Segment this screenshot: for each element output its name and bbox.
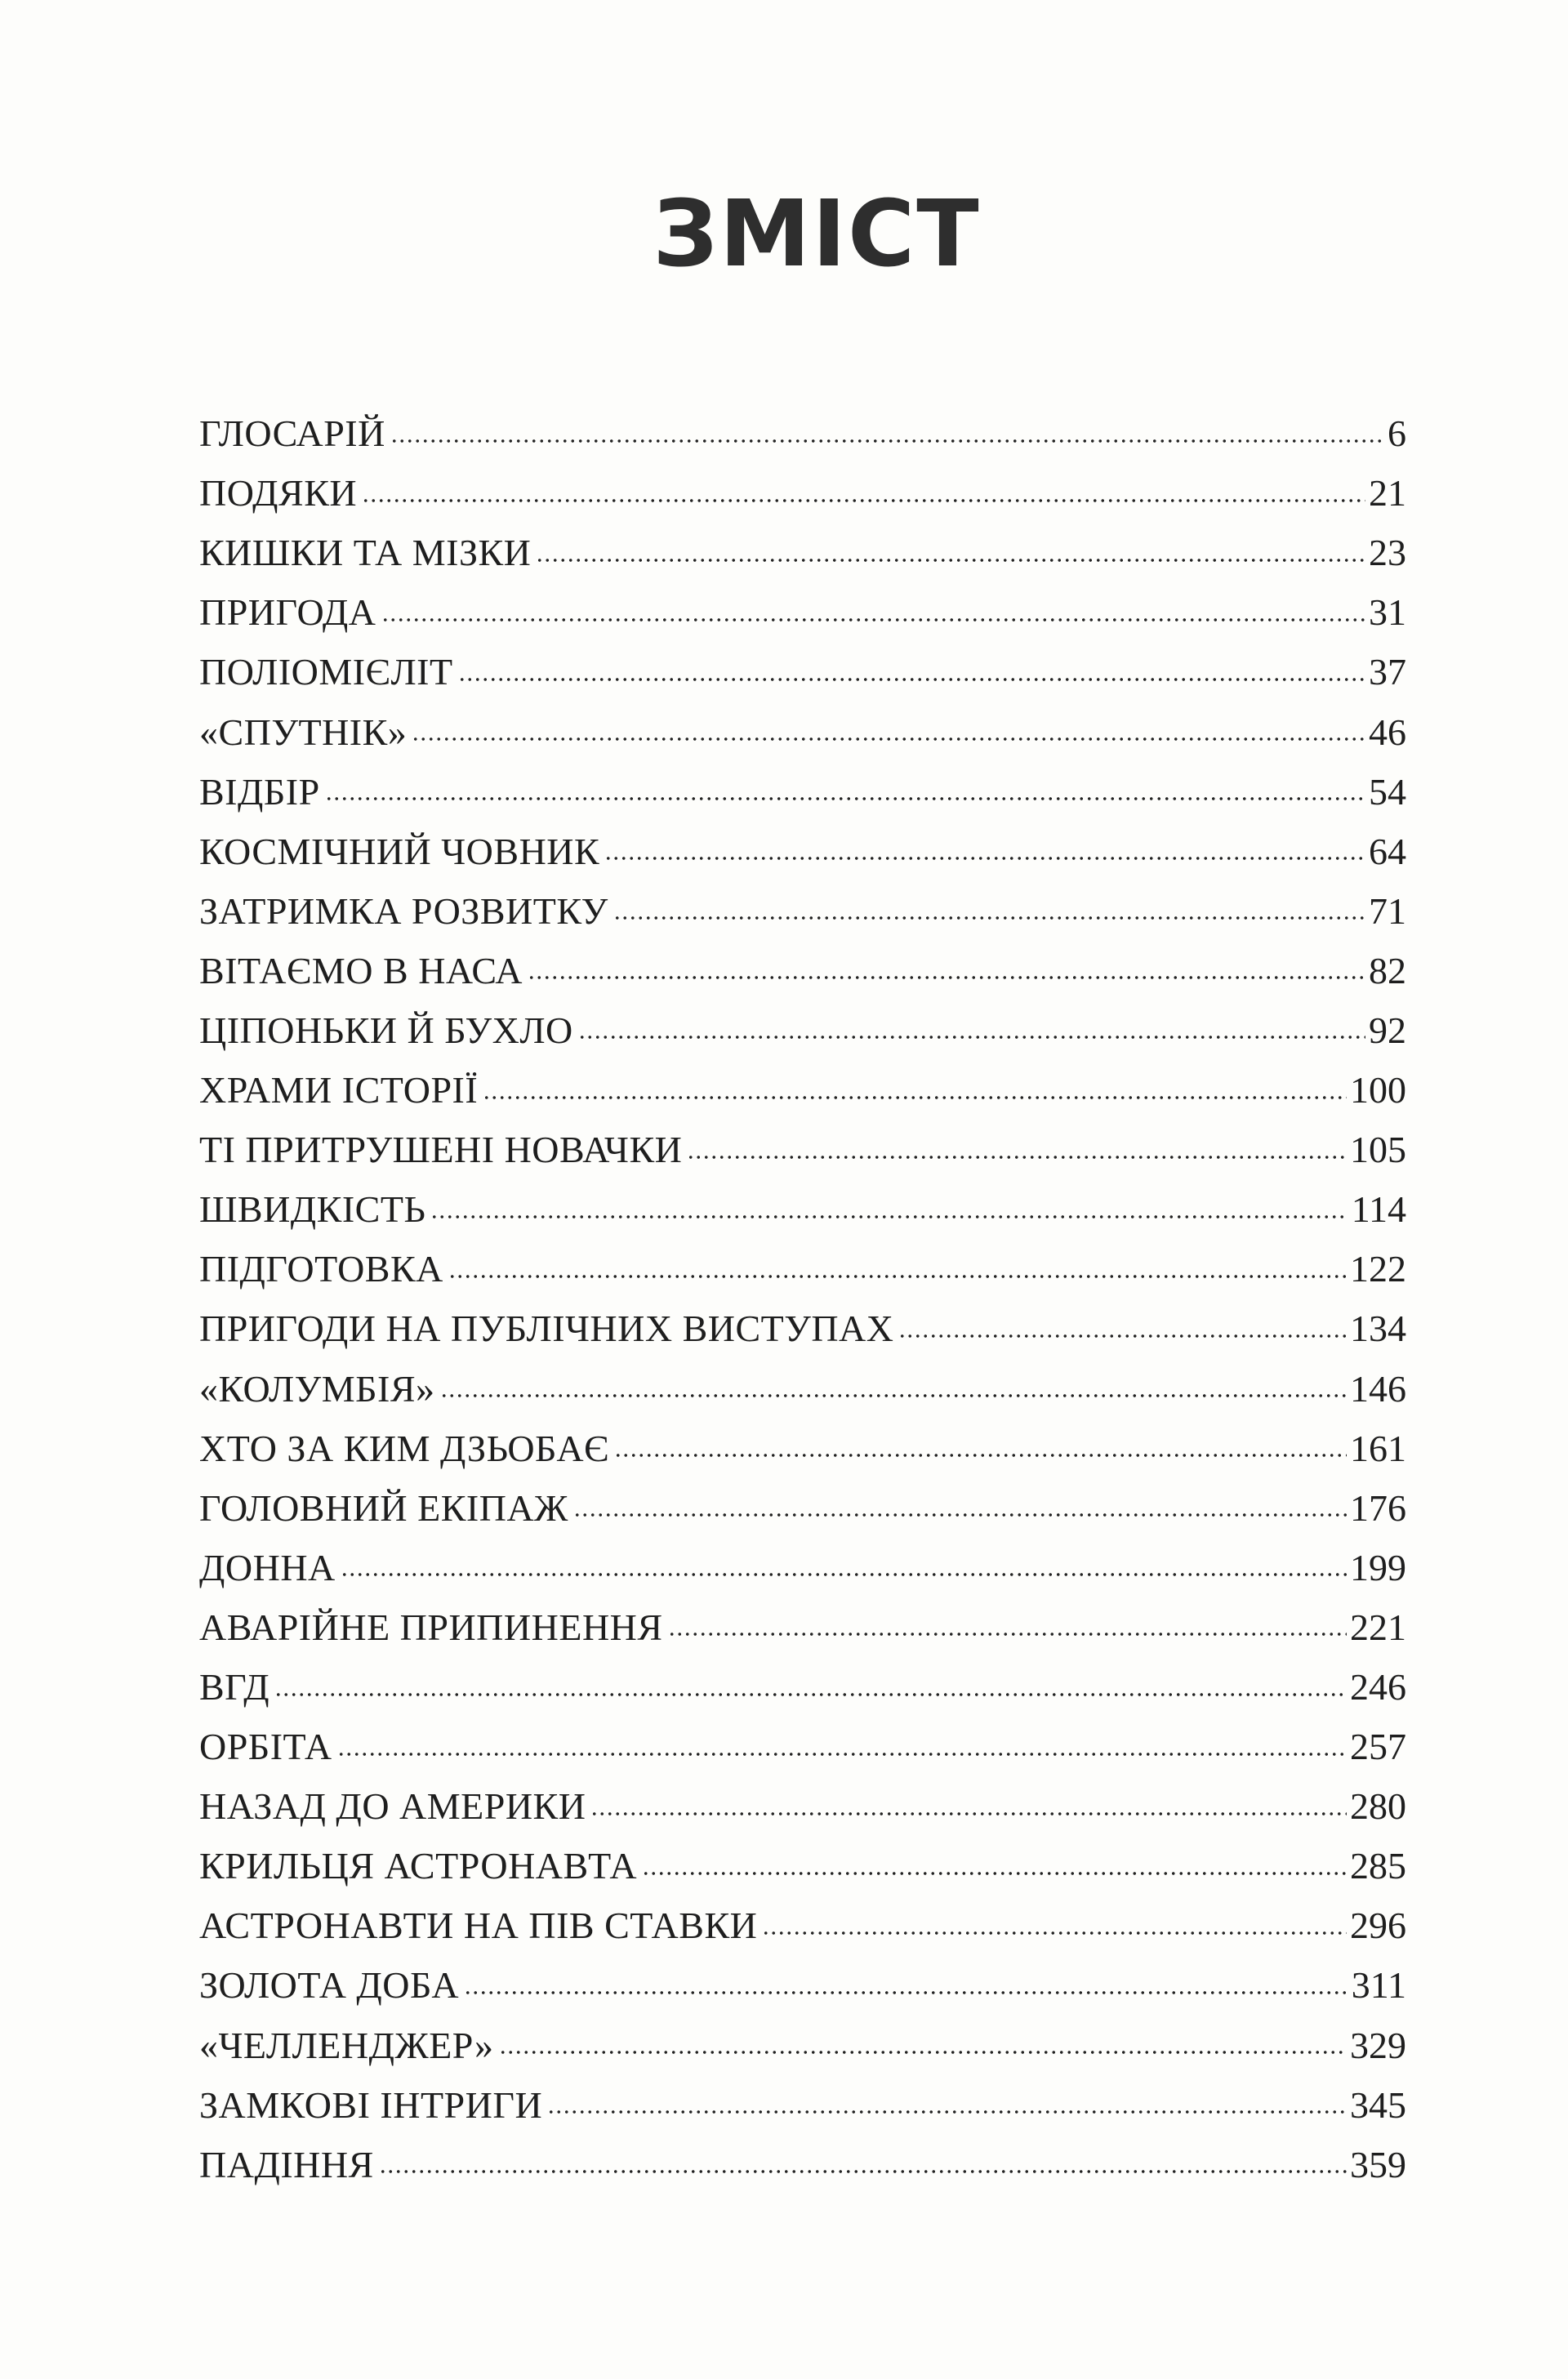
dot-leader <box>499 2050 1347 2055</box>
toc-entry-page: 221 <box>1350 1606 1406 1648</box>
toc-entry <box>199 822 1406 881</box>
dot-leader <box>590 1811 1347 1816</box>
toc-entry <box>199 1299 1406 1358</box>
dot-leader <box>642 1871 1347 1876</box>
toc-entry-title: ВГД <box>199 1666 270 1709</box>
toc-entry-title: ЗОЛОТА ДОБА <box>199 1964 460 2007</box>
dot-leader <box>458 677 1365 682</box>
toc-entry-title: ОРБІТА <box>199 1726 332 1768</box>
toc-entry <box>199 1538 1406 1597</box>
toc-entry-title: ПОДЯКИ <box>199 472 358 515</box>
toc-entry-page: 199 <box>1350 1546 1406 1588</box>
toc-entry-title: «ЧЕЛЛЕНДЖЕР» <box>199 2024 494 2066</box>
toc-entry-title: ПОЛІОМІЄЛІТ <box>199 651 453 693</box>
toc-entry-page: 296 <box>1350 1905 1406 1947</box>
toc-entry <box>199 1597 1406 1657</box>
dot-leader <box>379 2169 1347 2174</box>
toc-entry-page: 46 <box>1369 711 1406 753</box>
toc-entry <box>199 523 1406 582</box>
toc-entry-title: ВІДБІР <box>199 770 320 813</box>
toc-entry <box>199 1955 1406 2015</box>
toc-entry-page: 71 <box>1369 889 1406 932</box>
dot-leader <box>604 856 1365 861</box>
toc-entry-page: 246 <box>1350 1666 1406 1709</box>
toc-entry-title: ПРИГОДА <box>199 591 376 634</box>
dot-leader <box>762 1931 1347 1936</box>
toc-entry <box>199 762 1406 822</box>
toc-entry-title: ПАДІННЯ <box>199 2143 374 2185</box>
toc-entry <box>199 1179 1406 1239</box>
toc-entry-title: ГЛОСАРІЙ <box>199 412 385 455</box>
toc-entry-page: 329 <box>1350 2024 1406 2066</box>
dot-leader <box>430 1214 1348 1219</box>
toc-entry <box>199 1896 1406 1955</box>
toc-entry <box>199 1359 1406 1419</box>
toc-entry-page: 134 <box>1350 1308 1406 1350</box>
toc-entry-page: 122 <box>1350 1248 1406 1290</box>
toc-entry <box>199 463 1406 523</box>
toc-entry-title: ТІ ПРИТРУШЕНІ НОВАЧКИ <box>199 1129 683 1171</box>
toc-entry <box>199 1657 1406 1717</box>
toc-entry-page: 21 <box>1369 472 1406 515</box>
toc-entry-page: 6 <box>1388 412 1406 455</box>
toc-entry <box>199 2075 1406 2135</box>
toc-entry-page: 54 <box>1369 770 1406 813</box>
toc-entry-page: 285 <box>1350 1845 1406 1887</box>
toc-entry <box>199 403 1406 463</box>
toc-entry-title: «СПУТНІК» <box>199 711 408 753</box>
toc-entry-page: 105 <box>1350 1129 1406 1171</box>
toc-entry-title: «КОЛУМБІЯ» <box>199 1367 435 1410</box>
toc-entry-title: КОСМІЧНИЙ ЧОВНИК <box>199 830 600 872</box>
toc-entry-page: 23 <box>1369 532 1406 574</box>
toc-entry-title: ШВИДКІСТЬ <box>199 1188 426 1231</box>
toc-entry-title: ХТО ЗА КИМ ДЗЬОБАЄ <box>199 1427 609 1469</box>
toc-entry-title: АВАРІЙНЕ ПРИПИНЕННЯ <box>199 1606 663 1648</box>
toc-entry-page: 37 <box>1369 651 1406 693</box>
toc-entry <box>199 941 1406 1000</box>
toc-entry-page: 161 <box>1350 1427 1406 1469</box>
toc-entry <box>199 702 1406 761</box>
dot-leader <box>573 1512 1347 1517</box>
toc-entry-page: 100 <box>1350 1069 1406 1112</box>
toc-entry-title: АСТРОНАВТИ НА ПІВ СТАВКИ <box>199 1905 758 1947</box>
toc-entry-title: ГОЛОВНИЙ ЕКІПАЖ <box>199 1486 568 1529</box>
dot-leader <box>578 1035 1365 1040</box>
toc-entry-title: ПРИГОДИ НА ПУБЛІЧНИХ ВИСТУПАХ <box>199 1308 894 1350</box>
dot-leader <box>687 1155 1347 1160</box>
toc-entry-page: 114 <box>1351 1188 1406 1231</box>
toc-entry-title: ЗАМКОВІ ІНТРИГИ <box>199 2083 543 2126</box>
dot-leader <box>483 1095 1347 1100</box>
dot-leader <box>448 1274 1347 1279</box>
toc-entry-title: КИШКИ ТА МІЗКИ <box>199 532 532 574</box>
toc-entry <box>199 1239 1406 1299</box>
toc-entry-page: 359 <box>1350 2143 1406 2185</box>
dot-leader <box>440 1393 1347 1398</box>
toc-entry <box>199 2135 1406 2194</box>
toc-entry-title: ЦІПОНЬКИ Й БУХЛО <box>199 1009 573 1051</box>
dot-leader <box>668 1632 1347 1637</box>
toc-entry <box>199 1419 1406 1478</box>
toc-entry-page: 280 <box>1350 1785 1406 1828</box>
toc-entry <box>199 1717 1406 1776</box>
toc-entry <box>199 1060 1406 1120</box>
dot-leader <box>898 1334 1347 1339</box>
toc-entry <box>199 881 1406 941</box>
toc-entry-page: 257 <box>1350 1726 1406 1768</box>
toc-entry-page: 146 <box>1350 1367 1406 1410</box>
dot-leader <box>337 1752 1347 1757</box>
dot-leader <box>614 1453 1347 1458</box>
dot-leader <box>536 558 1365 563</box>
toc-entry <box>199 2016 1406 2075</box>
toc-entry-title: ХРАМИ ІСТОРІЇ <box>199 1069 479 1112</box>
dot-leader <box>547 2109 1347 2114</box>
toc-entry-title: КРИЛЬЦЯ АСТРОНАВТА <box>199 1845 638 1887</box>
toc-entry-page: 345 <box>1350 2083 1406 2126</box>
toc-entry-page: 64 <box>1369 830 1406 872</box>
toc-entry-title: НАЗАД ДО АМЕРИКИ <box>199 1785 586 1828</box>
dot-leader <box>381 617 1366 622</box>
toc-entry-page: 31 <box>1369 591 1406 634</box>
toc-entry <box>199 1120 1406 1179</box>
dot-leader <box>274 1692 1347 1697</box>
table-of-contents <box>199 403 1406 2194</box>
dot-leader <box>613 916 1365 920</box>
dot-leader <box>341 1572 1347 1577</box>
toc-entry <box>199 642 1406 702</box>
toc-entry-title: ДОННА <box>199 1546 336 1588</box>
toc-entry <box>199 1836 1406 1896</box>
dot-leader <box>325 796 1365 801</box>
toc-entry-title: ВІТАЄМО В НАСА <box>199 949 523 991</box>
toc-entry-title: ЗАТРИМКА РОЗВИТКУ <box>199 889 608 932</box>
dot-leader <box>362 498 1365 503</box>
toc-entry <box>199 1478 1406 1538</box>
dot-leader <box>528 975 1365 980</box>
dot-leader <box>412 737 1365 742</box>
dot-leader <box>390 439 1384 443</box>
page-title: ЗМІСТ <box>653 181 981 287</box>
toc-entry-page: 92 <box>1369 1009 1406 1051</box>
toc-entry-page: 176 <box>1350 1486 1406 1529</box>
toc-entry-page: 82 <box>1369 949 1406 991</box>
toc-entry <box>199 1776 1406 1836</box>
toc-entry-page: 311 <box>1351 1964 1406 2007</box>
toc-entry <box>199 582 1406 642</box>
dot-leader <box>464 1990 1348 1995</box>
toc-entry <box>199 1000 1406 1060</box>
toc-entry-title: ПІДГОТОВКА <box>199 1248 443 1290</box>
